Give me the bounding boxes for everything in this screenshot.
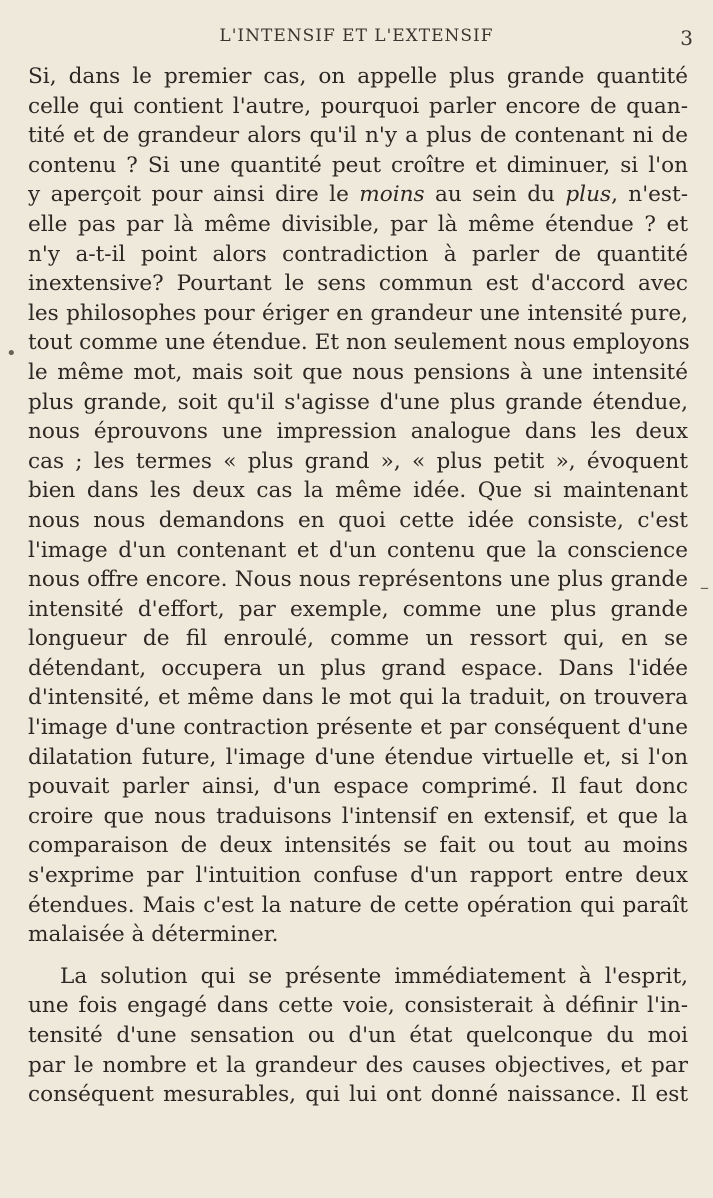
text-line: y aperçoit pour ainsi dire le moins au sein du plus, n'est- [28,182,688,208]
paragraph-gap [28,950,688,962]
text-line: longueur de fil enroulé, comme un ressort qui, en se [28,626,688,652]
running-title: L'INTENSIF ET L'EXTENSIF [219,26,494,46]
text-line: comparaison de deux intensités se fait ou tout au moins [28,833,688,859]
text-line: tité et de grandeur alors qu'il n'y a plus de contenant ni de [28,123,688,149]
text-line: Si, dans le premier cas, on appelle plus grande quantité [28,64,688,89]
text-line: nous offre encore. Nous nous représentons une plus grande [28,567,688,593]
text-line: l'image d'un contenant et d'un contenu que la conscience [28,537,688,563]
text-line: détendant, occupera un plus grand espace. Dans l'idée [28,655,688,681]
paragraph [28,62,688,950]
text-line: intensité d'effort, par exemple, comme une plus grande [28,596,688,622]
text-line: nous éprouvons une impression analogue dans les deux [28,419,688,445]
text-line: par le nombre et la grandeur des causes objectives, et par [28,1052,688,1078]
text-line: le même mot, mais soit que nous pensions à une intensité [28,359,688,385]
text-line: nous nous demandons en quoi cette idée consiste, c'est [28,507,688,533]
text-line: pouvait parler ainsi, d'un espace comprimé. Il faut donc [28,774,688,800]
text-line: elle pas par là même divisible, par là même étendue ? et [28,211,688,237]
text-line: conséquent mesurables, qui lui ont donné naissance. Il est [28,1082,688,1108]
text-line: tout comme une étendue. Et non seulement nous employons [28,330,690,356]
text-line: n'y a-t-il point alors contradiction à parler de quantité [28,241,688,267]
text-line: contenu ? Si une quantité peut croître et diminuer, si l'on [28,152,688,178]
text-line: d'intensité, et même dans le mot qui la traduit, on trouvera [28,685,688,711]
page-number: 3 [680,26,693,50]
text-line: dilatation future, l'image d'une étendue virtuelle et, si l'on [28,744,688,770]
paragraph [28,962,688,1110]
text-line: s'exprime par l'intuition confuse d'un rapport entre deux [28,863,688,889]
text-line: bien dans les deux cas la même idée. Que si maintenant [28,478,688,504]
text-line: cas ; les termes « plus grand », « plus petit », évoquent [28,448,688,474]
text-line: croire que nous traduisons l'intensif en extensif, et que la [28,803,688,829]
text-line: étendues. Mais c'est la nature de cette opération qui paraît [28,892,688,918]
text-line: tensité d'une sensation ou d'un état quelconque du moi [28,1023,688,1048]
text-line: La solution qui se présente immédiatement à l'esprit, [60,963,688,989]
text-line: les philosophes pour ériger en grandeur une intensité pure, [28,300,688,326]
margin-dot-mark: • [6,343,17,364]
text-line: une fois engagé dans cette voie, consisterait à définir l'in- [28,993,688,1019]
text-line: l'image d'une contraction présente et par conséquent d'une [28,715,688,741]
text-line: plus grande, soit qu'il s'agisse d'une plus grande étendue, [28,389,688,415]
margin-dash-mark: – [700,577,709,598]
text-line: inextensive? Pourtant le sens commun est d'accord avec [28,271,688,297]
text-line: malaisée à déterminer. [28,922,279,948]
body-text [28,62,688,1110]
running-head [0,26,713,50]
text-line: celle qui contient l'autre, pourquoi parler encore de quan- [28,93,688,119]
